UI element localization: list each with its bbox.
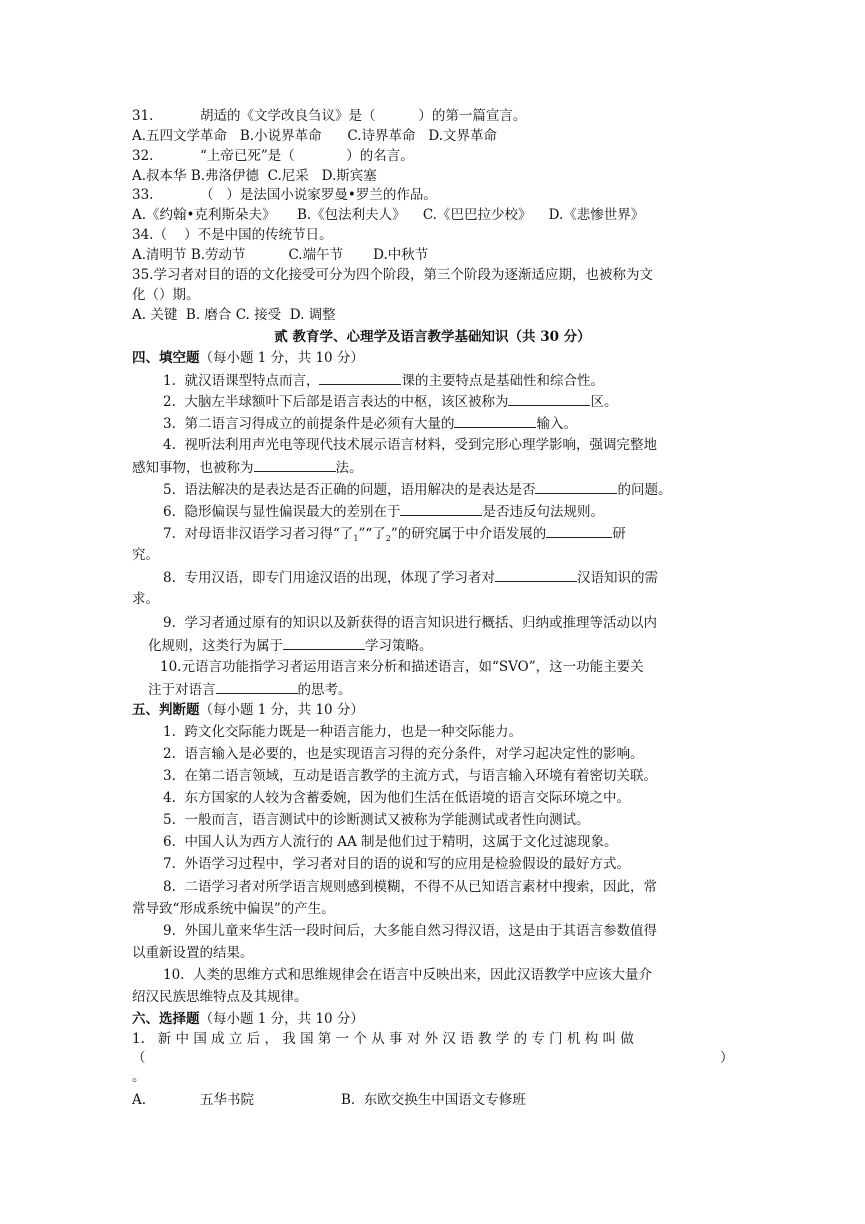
answer-blank	[508, 392, 590, 406]
choice-item-1-close-paren: ）	[720, 1050, 734, 1066]
fill-item-5: 5. 语法解决的是表达是否正确的问题，语用解决的是表达是否 的问题。	[163, 482, 672, 498]
sec5-heading	[132, 701, 364, 719]
sec5-note: （每小题 1 分，共 10 分）	[199, 702, 364, 718]
q34-options: A.清明节 B.劳动节 C.端午节 D.中秋节	[132, 247, 429, 263]
q34-text: 34.（ ）不是中国的传统节日。	[132, 227, 333, 243]
fill-item-1: 1. 就汉语课型特点而言， 课的主要特点是基础性和综合性。	[163, 373, 604, 389]
judge-item-2: 2. 语言输入是必要的，也是实现语言习得的充分条件，对学习起决定性的影响。	[163, 746, 644, 762]
sec6-note: （每小题 1 分，共 10 分）	[199, 1011, 364, 1027]
q31-options: A.五四文学革命 B.小说界革命 C.诗界革命 D.文界革命	[132, 128, 498, 144]
judge-item-8-line1: 8. 二语学习者对所学语言规则感到模糊，不得不从已知语言素材中搜索，因此，常	[163, 879, 657, 895]
choice-item-1-period: 。	[132, 1069, 146, 1085]
answer-blank	[319, 371, 401, 385]
fill-item-10-line1: 10.元语言功能指学习者运用语言来分析和描述语言，如“SVO”，这一功能主要关	[160, 659, 644, 675]
q33-options: A.《约翰•克利斯朵夫》 B.《包法利夫人》 C.《巴巴拉少校》 D.《悲惨世界》	[132, 207, 645, 223]
sec6-title: 六、选择题	[132, 1011, 200, 1027]
sec4-heading	[132, 349, 364, 367]
judge-item-10-line2: 绍汉民族思维特点及其规律。	[132, 989, 308, 1005]
fill-item-3: 3. 第二语言习得成立的前提条件是必须有大量的 输入。	[163, 416, 577, 432]
judge-item-1: 1. 跨文化交际能力既是一种语言能力，也是一种交际能力。	[163, 724, 522, 740]
choice-item-1-line1: 1. 新 中 国 成 立 后 ， 我 国 第 一 个 从 事 对 外 汉 语 教 学 的 专 门 机 构 叫 做	[132, 1031, 634, 1047]
judge-item-5: 5. 一般而言，语言测试中的诊断测试又被称为学能测试或者性向测试。	[163, 812, 590, 828]
fill-item-10-line2: 注于对语言 的思考。	[148, 682, 352, 698]
judge-item-9-line1: 9. 外国儿童来华生活一段时间后，大多能自然习得汉语，这是由于其语言参数值得	[163, 923, 657, 939]
q32-text: “上帝已死”是（ ）的名言。	[200, 148, 414, 164]
q35-text-line1: 35.学习者对目的语的文化接受可分为四个阶段，第三个阶段为逐渐适应期，也被称为文	[132, 267, 653, 283]
q33-number: 33.	[132, 187, 154, 203]
fill-item-4-line1: 4. 视听法利用声光电等现代技术展示语言材料，受到完形心理学影响，强调完整地	[163, 437, 657, 453]
judge-item-4: 4. 东方国家的人较为含蓄委婉，因为他们生活在低语境的语言交际环境之中。	[163, 790, 630, 806]
choice-item-1-open-paren: （	[132, 1050, 146, 1066]
answer-blank	[535, 480, 617, 494]
fill-item-2: 2. 大脑左半球额叶下后部是语言表达的中枢，该区被称为 区。	[163, 394, 618, 410]
judge-item-3: 3. 在第二语言领域，互动是语言教学的主流方式，与语言输入环境有着密切关联。	[163, 768, 657, 784]
sec5-title: 五、判断题	[132, 702, 200, 718]
fill-item-9-line2: 化规则，这类行为属于 学习策略。	[148, 638, 433, 654]
fill-item-7-line2: 究。	[132, 547, 159, 563]
answer-blank	[454, 414, 536, 428]
q35-options: A. 关键 B. 磨合 C. 接受 D. 调整	[132, 307, 336, 323]
q32-options: A.叔本华 B.弗洛伊德 C.尼采 D.斯宾塞	[132, 168, 377, 184]
answer-blank	[216, 680, 298, 694]
part2-title: 贰 教育学、心理学及语言教学基础知识（共 30 分）	[274, 329, 591, 345]
sec6-heading	[132, 1010, 364, 1028]
judge-item-6: 6. 中国人认为西方人流行的 AA 制是他们过于精明，这属于文化过滤现象。	[163, 834, 618, 850]
fill-item-8-line1: 8. 专用汉语，即专门用途汉语的出现，体现了学习者对 汉语知识的需	[163, 570, 658, 586]
fill-item-6: 6. 隐形偏误与显性偏误最大的差别在于 是否违反句法规则。	[163, 504, 604, 520]
answer-blank	[283, 636, 365, 650]
q32-number: 32.	[132, 148, 154, 164]
answer-blank	[400, 502, 482, 516]
judge-item-9-line2: 以重新设置的结果。	[132, 945, 254, 961]
sec4-note: （每小题 1 分，共 10 分）	[199, 350, 364, 366]
choice-option-a-text: 五华书院	[200, 1092, 254, 1108]
subscript: 2	[385, 534, 391, 543]
answer-blank	[254, 458, 336, 472]
judge-item-10-line1: 10. 人类的思维方式和思维规律会在语言中反映出来，因此汉语教学中应该大量介	[163, 967, 653, 983]
answer-blank	[546, 524, 612, 538]
fill-item-7-line1: 7. 对母语非汉语学习者习得“了$_1$”“了$_2$”的研究属于中介语发展的 研	[163, 526, 626, 543]
sec4-title: 四、填空题	[132, 350, 200, 366]
fill-item-9-line1: 9. 学习者通过原有的知识以及新获得的语言知识进行概括、归纳或推理等活动以内	[163, 615, 657, 631]
subscript: 1	[353, 534, 359, 543]
answer-blank	[495, 568, 577, 582]
fill-item-8-line2: 求。	[132, 591, 159, 607]
judge-item-7: 7. 外语学习过程中，学习者对目的语的说和写的应用是检验假设的最好方式。	[163, 856, 630, 872]
q31-text: 胡适的《文学改良刍议》是（ ）的第一篇宣言。	[200, 108, 527, 124]
q35-text-line2: 化（）期。	[132, 287, 200, 303]
q33-text: （ ）是法国小说家罗曼•罗兰的作品。	[200, 187, 437, 203]
choice-option-a-label: A.	[132, 1092, 147, 1108]
judge-item-8-line2: 常导致“形成系统中偏误”的产生。	[132, 901, 335, 917]
q31-number: 31.	[132, 108, 154, 124]
fill-item-4-line2: 感知事物，也被称为 法。	[132, 460, 363, 476]
choice-option-b: B. 东欧交换生中国语文专修班	[341, 1092, 526, 1108]
